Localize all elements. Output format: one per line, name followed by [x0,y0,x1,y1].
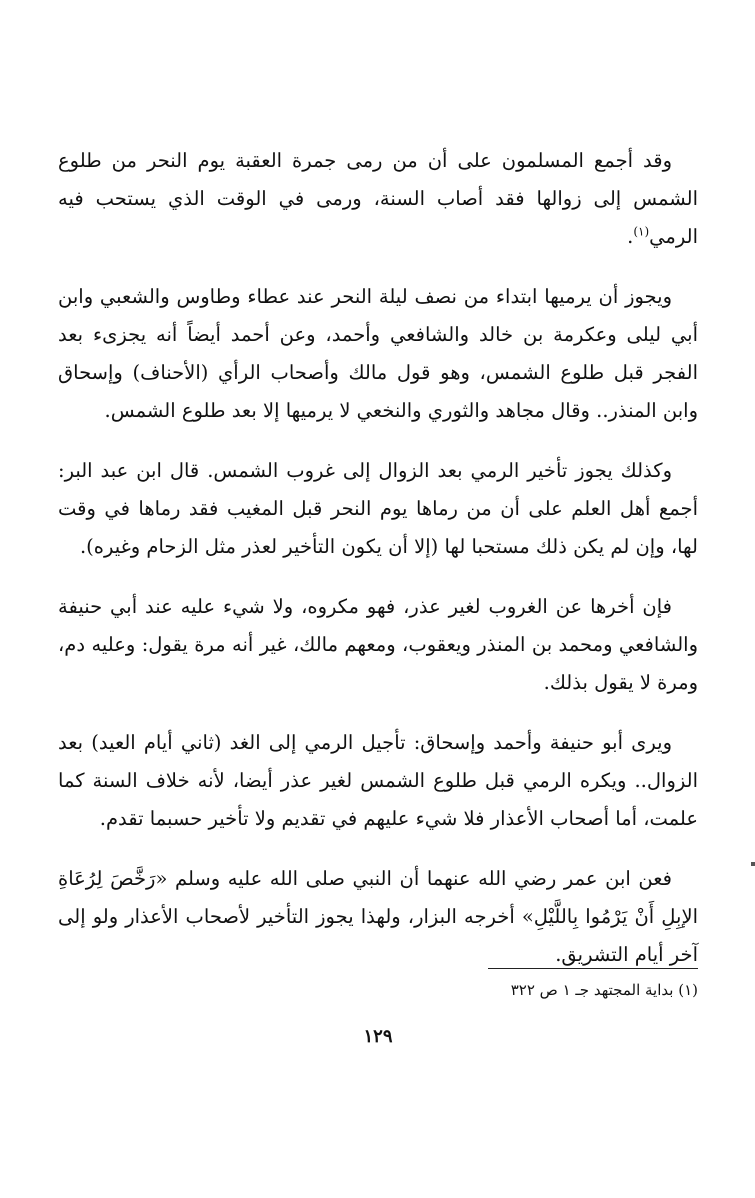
paragraph-4: فإن أخرها عن الغروب لغير عذر، فهو مكروه، ولا شيء عليه عند أبي حنيفة والشافعي ومحمد بن المنذر ويعقوب، ومعهم مالك، غير أنه مرة يقول: وعليه دم، ومرة لا يقول بذلك. [58,595,698,694]
footnote: (١) بداية المجتهد جـ ١ ص ٣٢٢ [510,981,698,999]
page-number: ١٢٩ [363,1026,393,1047]
scan-speck [751,862,755,866]
paragraph-6: فعن ابن عمر رضي الله عنهما أن النبي صلى الله عليه وسلم «رَخَّصَ لِرُعَاةِ الإبِلِ أَنْ يَرْمُوا بِاللَّيْلِ» أخرجه البزار، ولهذا يجوز التأخير لأصحاب الأعذار ولو إلى آخر أيام التشريق. [58,867,698,966]
paragraph-5: ويرى أبو حنيفة وأحمد وإسحاق: تأجيل الرمي إلى الغد (ثاني أيام العيد) بعد الزوال.. ويكره الرمي قبل طلوع الشمس لغير عذر أيضا، لأنه خلاف السنة كما علمت، أما أصحاب الأعذار فلا شيء عليهم في تقديم ولا تأخير حسبما تقدم. [58,731,698,830]
paragraph-1-text: وقد أجمع المسلمون على أن من رمى جمرة العقبة يوم النحر من طلوع الشمس إلى زوالها فقد أصاب السنة، ورمى في الوقت الذي يستحب فيه الرمي [58,149,698,248]
footnote-reference: (١) [633,224,650,239]
paragraph-3: وكذلك يجوز تأخير الرمي بعد الزوال إلى غروب الشمس. قال ابن عبد البر: أجمع أهل العلم على أن من رماها يوم النحر قبل المغيب فقد رماها في وقت لها، وإن لم يكن ذلك مستحبا لها (إلا أن يكون التأخير لعذر مثل الزحام وغيره). [58,459,698,558]
body-text [58,142,698,974]
paragraph-1: وقد أجمع المسلمون على أن من رمى جمرة العقبة يوم النحر من طلوع الشمس إلى زوالها فقد أصاب السنة، ورمى في الوقت الذي يستحب فيه الرمي$^{(١)}$. [58,149,698,248]
footnote-divider [488,968,698,969]
paragraph-2: ويجوز أن يرميها ابتداء من نصف ليلة النحر عند عطاء وطاوس والشعبي وابن أبي ليلى وعكرمة بن خالد والشافعي وأحمد، وعن أحمد أيضاً أنه يجزىء بعد الفجر قبل طلوع الشمس، وهو قول مالك وأصحاب الرأي (الأحناف) وإسحاق وابن المنذر.. وقال مجاهد والثوري والنخعي لا يرميها إلا بعد طلوع الشمس. [58,285,698,422]
book-page [58,142,698,1142]
